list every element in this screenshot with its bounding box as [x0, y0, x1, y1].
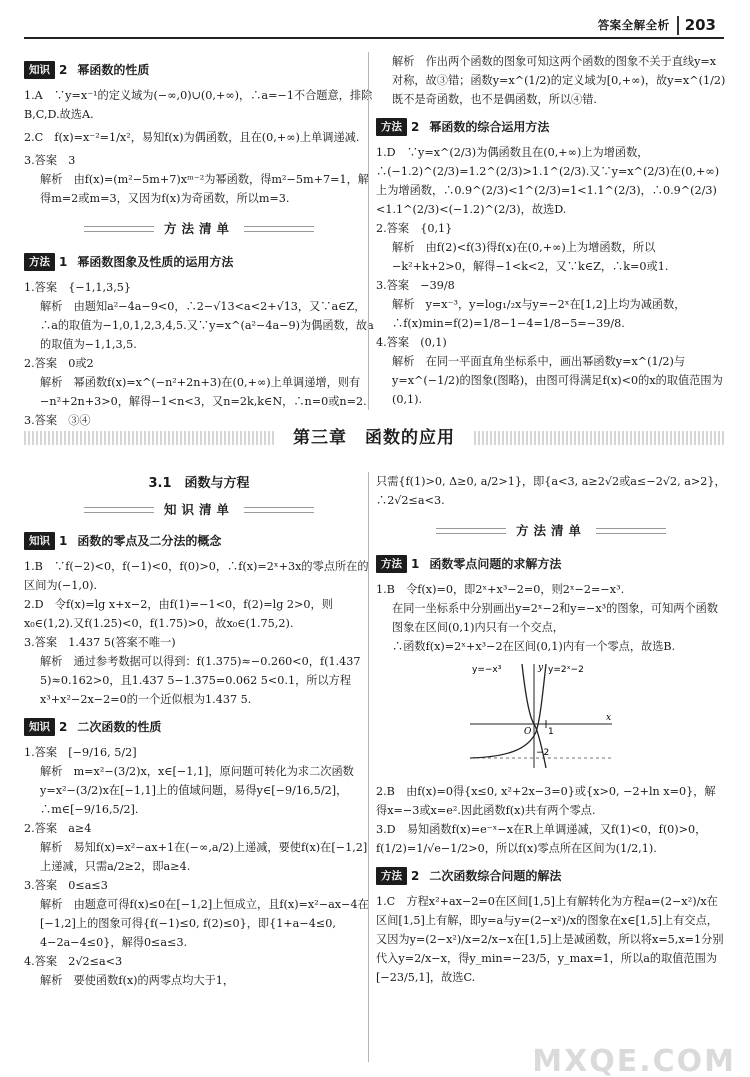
explanation: 解析 由f(x)=(m²−5m+7)xᵐ⁻²为幂函数，得m²−5m+7=1，解得m=2或m=3，又因为f(x)为奇函数，所以m=3. [40, 173, 369, 205]
explanation: 解析 通过参考数据可以得到：f(1.375)≈−0.260<0，f(1.437 5)≈0.162>0，且1.437 5−1.375=0.062 5<0.1，所以方程x³+x²−2x−2=0的一个近似根为1.437 5. [40, 655, 361, 706]
answer-item: 2.答案 {0,1} [376, 222, 453, 235]
explanation: 解析 幂函数f(x)=x^(−n²+2n+3)在(0,+∞)上单调递增，则有−n²+2n+3>0，解得−1<n<3，又n=2k,k∈N，∴n=0或n=2. [40, 376, 367, 408]
section-heading [376, 864, 726, 888]
top-right-column [376, 52, 726, 409]
answer-item: 1.答案 [−9/16, 5/2] [24, 746, 137, 759]
explanation: 在同一坐标系中分别画出y=2ˣ−2和y=−x³的图象，可知两个函数图象在区间(0,1)内只有一个交点， [392, 602, 719, 634]
section-number: 1 [411, 556, 420, 571]
section-title: 二次函数的性质 [77, 719, 162, 734]
section-heading [24, 250, 374, 274]
answer-item: 1.C 方程x²+ax−2=0在区间[1,5]上有解转化为方程a=(2−x²)/x在区间[1,5]上有解，即y=a与y=(2−x²)/x的图象在x∈[1,5]上有交点，又因为y=(2−x²)/x=2/x−x在[1,5]上是减函数，所以将x=5,x=1分别代入y=2/x−x，得y_min=−23/5，y_max=1，所以a的取值范围为[−23/5,1]，故选C. [376, 895, 724, 984]
answer-item: 1.A ∵y=x⁻¹的定义域为(−∞,0)∪(0,+∞)，∴a=−1不合题意，排除B,C,D.故选A. [24, 89, 373, 121]
explanation: 解析 易知f(x)=x²−ax+1在(−∞,a/2)上递减，要使f(x)在[−1,2]上递减，只需a/2≥2，即a≥4. [40, 841, 368, 873]
answer-item: 2.答案 0或2 [24, 357, 94, 370]
column-divider [368, 52, 369, 410]
watermark-logo: MXQE.COM [532, 1044, 736, 1077]
y-axis-label: y [538, 663, 544, 673]
section-title: 二次函数综合问题的解法 [429, 868, 562, 883]
explanation: 只需{f(1)>0, Δ≥0, a/2>1}，即{a<3, a≥2√2或a≤−2√2, a>2}，∴2√2≤a<3. [376, 475, 726, 507]
explanation: 解析 y=x⁻³，y=log₁/₂x与y=−2ˣ在[1,2]上均为减函数，∴f(x)min=f(2)=1/8−1−4=1/8−5=−39/8. [392, 298, 686, 330]
header-rule [24, 37, 724, 39]
section-number: 2 [411, 119, 420, 134]
bottom-right-column [376, 472, 726, 987]
section-heading [376, 115, 726, 139]
label-right-curve: y=2ˣ−2 [548, 665, 584, 675]
banner-text: 方法清单 [154, 216, 244, 242]
section-number: 1 [59, 533, 68, 548]
section-tag: 知识 [24, 61, 55, 79]
section-title: 幂函数的性质 [77, 62, 150, 77]
banner-text: 知识清单 [154, 497, 244, 523]
method-list-banner [376, 518, 726, 544]
answer-item: 4.答案 2√2≤a<3 [24, 955, 123, 968]
section-number: 2 [59, 719, 68, 734]
explanation: 解析 要使函数f(x)的两零点均大于1， [40, 974, 235, 987]
explanation: 解析 由f(2)<f(3)得f(x)在(0,+∞)上为增函数，所以−k²+k+2>0，解得−1<k<2，又∵k∈Z，∴k=0或1. [392, 241, 669, 273]
bottom-left-column [24, 472, 374, 990]
explanation: 解析 m=x²−(3/2)x，x∈[−1,1]，原问题可转化为求二次函数y=x²−(3/2)x在[−1,1]上的值域问题，易得y∈[−9/16,5/2]，∴m∈[−9/16,5/2]. [40, 765, 354, 816]
subsection-title: 3.1 函数与方程 [148, 476, 250, 491]
section-tag: 知识 [24, 718, 55, 736]
mark-neg2-label: −2 [536, 748, 550, 758]
answer-item: 1.答案 {−1,1,3,5} [24, 281, 131, 294]
section-tag: 方法 [376, 118, 407, 136]
answer-item: 3.答案 ③④ [24, 414, 91, 427]
answer-item: 3.答案 3 [24, 154, 76, 167]
x-axis-label: x [606, 713, 612, 723]
answer-item: 4.答案 (0,1) [376, 336, 447, 349]
page-number: 203 [684, 15, 716, 34]
explanation: 解析 由题知a²−4a−9<0，∴2−√13<a<2+√13，又∵a∈Z，∴a的取值为−1,0,1,2,3,4,5.又∵y=x^(a²−4a−9)为偶函数，故a的取值为−1,1,3,5. [40, 300, 374, 351]
column-divider [368, 472, 369, 1062]
method-list-banner [24, 216, 374, 242]
section-heading [24, 715, 374, 739]
answer-item: 2.答案 a≥4 [24, 822, 92, 835]
section-number: 2 [59, 62, 68, 77]
answer-item: 1.B 令f(x)=0，即2ˣ+x³−2=0，则2ˣ−2=−x³. [376, 583, 625, 596]
section-title: 幂函数图象及性质的运用方法 [77, 254, 234, 269]
running-header [598, 14, 716, 36]
section-tag: 方法 [376, 867, 407, 885]
section-title: 函数的零点及二分法的概念 [77, 533, 222, 548]
section-title: 幂函数的综合运用方法 [429, 119, 550, 134]
answer-item: 3.答案 1.437 5(答案不唯一) [24, 636, 176, 649]
answer-item: 2.C f(x)=x⁻²=1/x²，易知f(x)为偶函数，且在(0,+∞)上单调递减. [24, 131, 360, 144]
section-tag: 知识 [24, 532, 55, 550]
answer-item: 2.D 令f(x)=lg x+x−2，由f(1)=−1<0，f(2)=lg 2>0，则x₀∈(1,2).又f(1.25)<0，f(1.75)>0，故x₀∈(1.75,2). [24, 598, 333, 630]
explanation: 解析 由题意可得f(x)≤0在[−1,2]上恒成立，且f(x)=x²−ax−4在[−1,2]上的图象可得{f(−1)≤0, f(2)≤0}，即{1+a−4≤0, 4−2a−4≤0}，解得0≤a≤3. [40, 898, 369, 949]
explanation: ∴函数f(x)=2ˣ+x³−2在区间(0,1)内有一个零点，故选B. [392, 640, 676, 653]
answer-item: 1.B ∵f(−2)<0，f(−1)<0，f(0)>0，∴f(x)=2ˣ+3x的零点所在的区间为(−1,0). [24, 560, 369, 592]
origin-label: O [524, 727, 532, 737]
top-left-column [24, 52, 374, 430]
section-number: 2 [411, 868, 420, 883]
mark-1-label: 1 [548, 727, 554, 737]
section-heading [376, 552, 726, 576]
section-tag: 方法 [376, 555, 407, 573]
answer-item: 1.D ∵y=x^(2/3)为偶函数且在(0,+∞)上为增函数，∴(−1.2)^(2/3)=1.2^(2/3)>1.1^(2/3).又∵y=x^(2/3)在(0,+∞)上为增函数，∴0.9^(2/3)<1^(2/3)=1<1.1^(2/3)，∴0.9^(2/3)<1.1^(2/3)<(−1.2)^(2/3)，故选D. [376, 146, 720, 216]
section-heading [24, 529, 374, 553]
answer-item: 3.答案 0≤a≤3 [24, 879, 108, 892]
section-heading [24, 58, 374, 82]
header-brand: 答案全解全析 [598, 16, 679, 35]
chapter-title-band [24, 421, 724, 455]
section-tag: 方法 [24, 253, 55, 271]
section-title: 函数零点问题的求解方法 [429, 556, 562, 571]
knowledge-list-banner [24, 497, 374, 523]
chapter-title: 第三章 函数的应用 [293, 428, 455, 448]
answer-item: 3.答案 −39/8 [376, 279, 455, 292]
answer-item: 3.D 易知函数f(x)=e⁻ˣ−x在R上单调递减，又f(1)<0，f(0)>0，f(1/2)=1/√e−1/2>0，所以f(x)零点所在区间为(1/2,1). [376, 823, 707, 855]
curve-2x-minus-2 [470, 664, 546, 758]
answer-item: 2.B 由f(x)=0得{x≤0, x²+2x−3=0}或{x>0, −2+ln x=0}，解得x=−3或x=e².因此函数f(x)共有两个零点. [376, 785, 716, 817]
explanation: 解析 在同一平面直角坐标系中，画出幂函数y=x^(1/2)与y=x^(−1/2)的图象(图略)，由图可得满足f(x)<0的x的取值范围为(0,1). [392, 355, 723, 406]
explanation: 解析 作出两个函数的图象可知这两个函数的图象不关于直线y=x对称，故③错；函数y=x^(1/2)的定义域为[0,+∞)，故y=x^(1/2)既不是奇函数，也不是偶函数，所以④错. [392, 55, 726, 106]
section-number: 1 [59, 254, 68, 269]
label-left-curve: y=−x³ [472, 665, 502, 675]
function-graph [466, 660, 616, 772]
banner-text: 方法清单 [506, 518, 596, 544]
